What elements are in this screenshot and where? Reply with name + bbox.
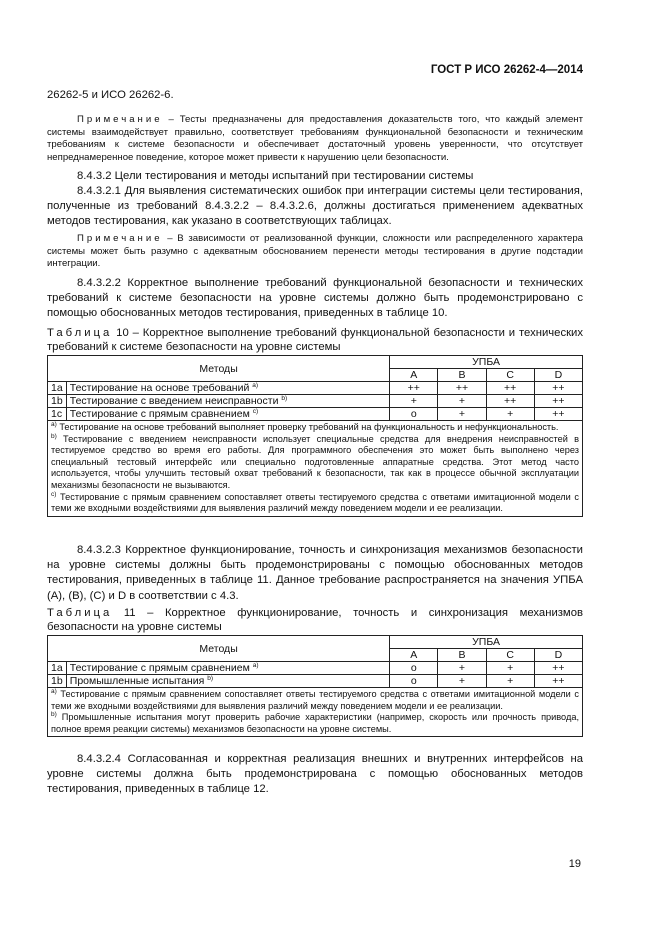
rating-cell: ++ bbox=[486, 382, 534, 395]
footnote-text: Промышленные испытания могут проверить рабочие характеристики (например, скорость или прочность привода, полное время реакции системы) механизмов безопасности на уровне системы. bbox=[51, 712, 579, 734]
page-number: 19 bbox=[568, 858, 581, 870]
row-id: 1a bbox=[48, 662, 67, 675]
rating-cell: ++ bbox=[534, 382, 582, 395]
rating-cell: ++ bbox=[438, 382, 486, 395]
row-id: 1b bbox=[48, 395, 67, 408]
footnote-ref: c) bbox=[252, 408, 259, 415]
level-header: D bbox=[534, 369, 582, 382]
note-text: – В зависимости от реализованной функции, сложности или распределенного характера системы может быть разумно с адекватным обоснованием перенести методы тестирования в другие подстадии интеграции. bbox=[47, 233, 583, 270]
paragraph-8-4-3-2-4: 8.4.3.2.4 Согласованная и корректная реализация внешних и внутренних интерфейсов на уровне системы должна быть продемонстрирована с помощью обоснованных методов тестирования, приведенных в таблице 12. bbox=[47, 753, 583, 796]
table-footnotes bbox=[48, 688, 583, 737]
level-header: D bbox=[534, 649, 582, 662]
footnote-text: Тестирование с введением неисправности использует специальные средства для внедрения неисправностей в тестируемое средство во время его работы. Для программного обеспечения это может быть выполнено через специальный тестовый интерфейс или специально подготовленные аппаратные средства. Этот метод часто используется, чтобы улучшить тестовый охват требований к безопасности, так как в процессе обычной эксплуатации механизмы безопасности не вызываются. bbox=[51, 433, 579, 490]
paragraph-8-4-3-2-3: 8.4.3.2.3 Корректное функционирование, точность и синхронизация механизмов безопасности на уровне системы должны быть продемонстрированы с помощью обоснованных методов тестирования, приведенных в таблице 11. Данное требование распространяется на значения УПБА (А), (В), (С) и D в соответствии с 4.3. bbox=[47, 544, 583, 602]
footnote-ref: a) bbox=[252, 662, 259, 669]
row-method bbox=[66, 408, 389, 421]
method-text: Тестирование на основе требований bbox=[69, 382, 250, 394]
rating-cell: ++ bbox=[534, 675, 582, 688]
footnote-ref: b) bbox=[207, 675, 213, 682]
table-11 bbox=[47, 635, 583, 737]
table-row bbox=[48, 675, 583, 688]
rating-cell: ++ bbox=[534, 662, 582, 675]
table-11-caption bbox=[47, 606, 583, 634]
note-label: Примечание bbox=[77, 114, 163, 125]
footnote-ref: b) bbox=[281, 395, 288, 402]
level-header: B bbox=[438, 369, 486, 382]
rating-cell: o bbox=[390, 662, 438, 675]
methods-header: Методы bbox=[48, 636, 390, 662]
methods-header: Методы bbox=[48, 356, 390, 382]
upba-header: УПБА bbox=[390, 356, 583, 369]
table-row bbox=[48, 395, 583, 408]
level-header: C bbox=[486, 649, 534, 662]
rating-cell: o bbox=[390, 408, 438, 421]
table-10-caption bbox=[47, 326, 583, 354]
rating-cell: + bbox=[390, 395, 438, 408]
method-text: Промышленные испытания bbox=[69, 675, 205, 687]
footnote-text: Тестирование с прямым сравнением сопоставляет ответы тестируемого средства с ответами имитационной модели с теми же входными воздействиями для выявления различий между поведением модели и ее реализации. bbox=[51, 689, 579, 711]
level-header: A bbox=[390, 369, 438, 382]
row-method bbox=[66, 382, 389, 395]
level-header: C bbox=[486, 369, 534, 382]
paragraph-8-4-3-2-1: 8.4.3.2.1 Для выявления систематических ошибок при интеграции системы цели тестирования, полученные из требований 8.4.3.2.2 – 8.4.3.2.6, должны достигаться применением адекватных методов тестирования, как указано в соответствующих таблицах. bbox=[47, 185, 583, 228]
rating-cell: ++ bbox=[534, 395, 582, 408]
footnotes-cell bbox=[48, 688, 583, 737]
table-row bbox=[48, 662, 583, 675]
method-text: Тестирование с прямым сравнением bbox=[69, 662, 250, 674]
document-header: ГОСТ Р ИСО 26262-4—2014 bbox=[430, 64, 583, 76]
row-method bbox=[66, 675, 389, 688]
footnotes-cell bbox=[48, 421, 583, 517]
table-row bbox=[48, 382, 583, 395]
caption-text: 11 – Корректное функционирование, точность и синхронизация механизмов безопасности на уровне системы bbox=[47, 607, 583, 633]
footnote bbox=[51, 492, 579, 515]
paragraph-8-4-3-2-2: 8.4.3.2.2 Корректное выполнение требований функциональной безопасности и технических требований к системе безопасности на уровне системы должно быть продемонстрировано с помощью обоснованных методов тестирования, приведенных в таблице 10. bbox=[47, 277, 583, 320]
footnote bbox=[51, 434, 579, 492]
footnote bbox=[51, 712, 579, 735]
paragraph-8-4-3-2: 8.4.3.2 Цели тестирования и методы испытаний при тестировании системы bbox=[77, 170, 474, 182]
upba-header: УПБА bbox=[390, 636, 583, 649]
note-2 bbox=[47, 233, 583, 271]
table-row bbox=[48, 408, 583, 421]
footnote bbox=[51, 422, 579, 434]
row-id: 1b bbox=[48, 675, 67, 688]
footnote-ref: a) bbox=[252, 382, 259, 389]
note-label: Примечание bbox=[77, 233, 163, 244]
footnote bbox=[51, 689, 579, 712]
rating-cell: + bbox=[438, 408, 486, 421]
rating-cell: o bbox=[390, 675, 438, 688]
method-text: Тестирование с прямым сравнением bbox=[69, 408, 250, 420]
rating-cell: + bbox=[438, 662, 486, 675]
continuation-line: 26262-5 и ИСО 26262-6. bbox=[47, 89, 174, 101]
footnote-text: Тестирование на основе требований выполняет проверку требований на функциональность и нефункциональность. bbox=[56, 422, 559, 432]
rating-cell: + bbox=[486, 675, 534, 688]
table-10 bbox=[47, 355, 583, 517]
footnote-mark: c) bbox=[51, 490, 57, 498]
level-header: A bbox=[390, 649, 438, 662]
method-text: Тестирование с введением неисправности bbox=[69, 395, 279, 407]
row-id: 1c bbox=[48, 408, 67, 421]
rating-cell: + bbox=[486, 662, 534, 675]
rating-cell: ++ bbox=[486, 395, 534, 408]
row-method bbox=[66, 662, 389, 675]
rating-cell: + bbox=[438, 675, 486, 688]
rating-cell: ++ bbox=[534, 408, 582, 421]
footnote-mark: b) bbox=[51, 711, 57, 719]
rating-cell: + bbox=[486, 408, 534, 421]
row-id: 1a bbox=[48, 382, 67, 395]
footnote-mark: b) bbox=[51, 432, 57, 440]
footnote-mark: a) bbox=[51, 421, 57, 428]
note-1 bbox=[47, 114, 583, 164]
caption-label: Таблица bbox=[47, 327, 113, 339]
table-footnotes bbox=[48, 421, 583, 517]
row-method bbox=[66, 395, 389, 408]
rating-cell: + bbox=[438, 395, 486, 408]
caption-label: Таблица bbox=[47, 607, 113, 619]
rating-cell: ++ bbox=[390, 382, 438, 395]
level-header: B bbox=[438, 649, 486, 662]
footnote-text: Тестирование с прямым сравнением сопоставляет ответы тестируемого средства с ответами имитационной модели с теми же входными воздействиями для выявления различий между поведением модели и ее реализации. bbox=[51, 491, 579, 514]
caption-text: 10 – Корректное выполнение требований функциональной безопасности и технических требований к системе безопасности на уровне системы bbox=[47, 327, 583, 353]
footnote-mark: a) bbox=[51, 688, 57, 695]
note-text: – Тесты предназначены для предоставления доказательств того, что каждый элемент системы взаимодействует правильно, соответствует требованиям функциональной безопасности и техническим требованиям к системе безопасности и обеспечивает достаточный уровень уверенности, что отсутствует непреднамеренное поведение, которое может привести к нарушению цели безопасности. bbox=[47, 114, 583, 163]
